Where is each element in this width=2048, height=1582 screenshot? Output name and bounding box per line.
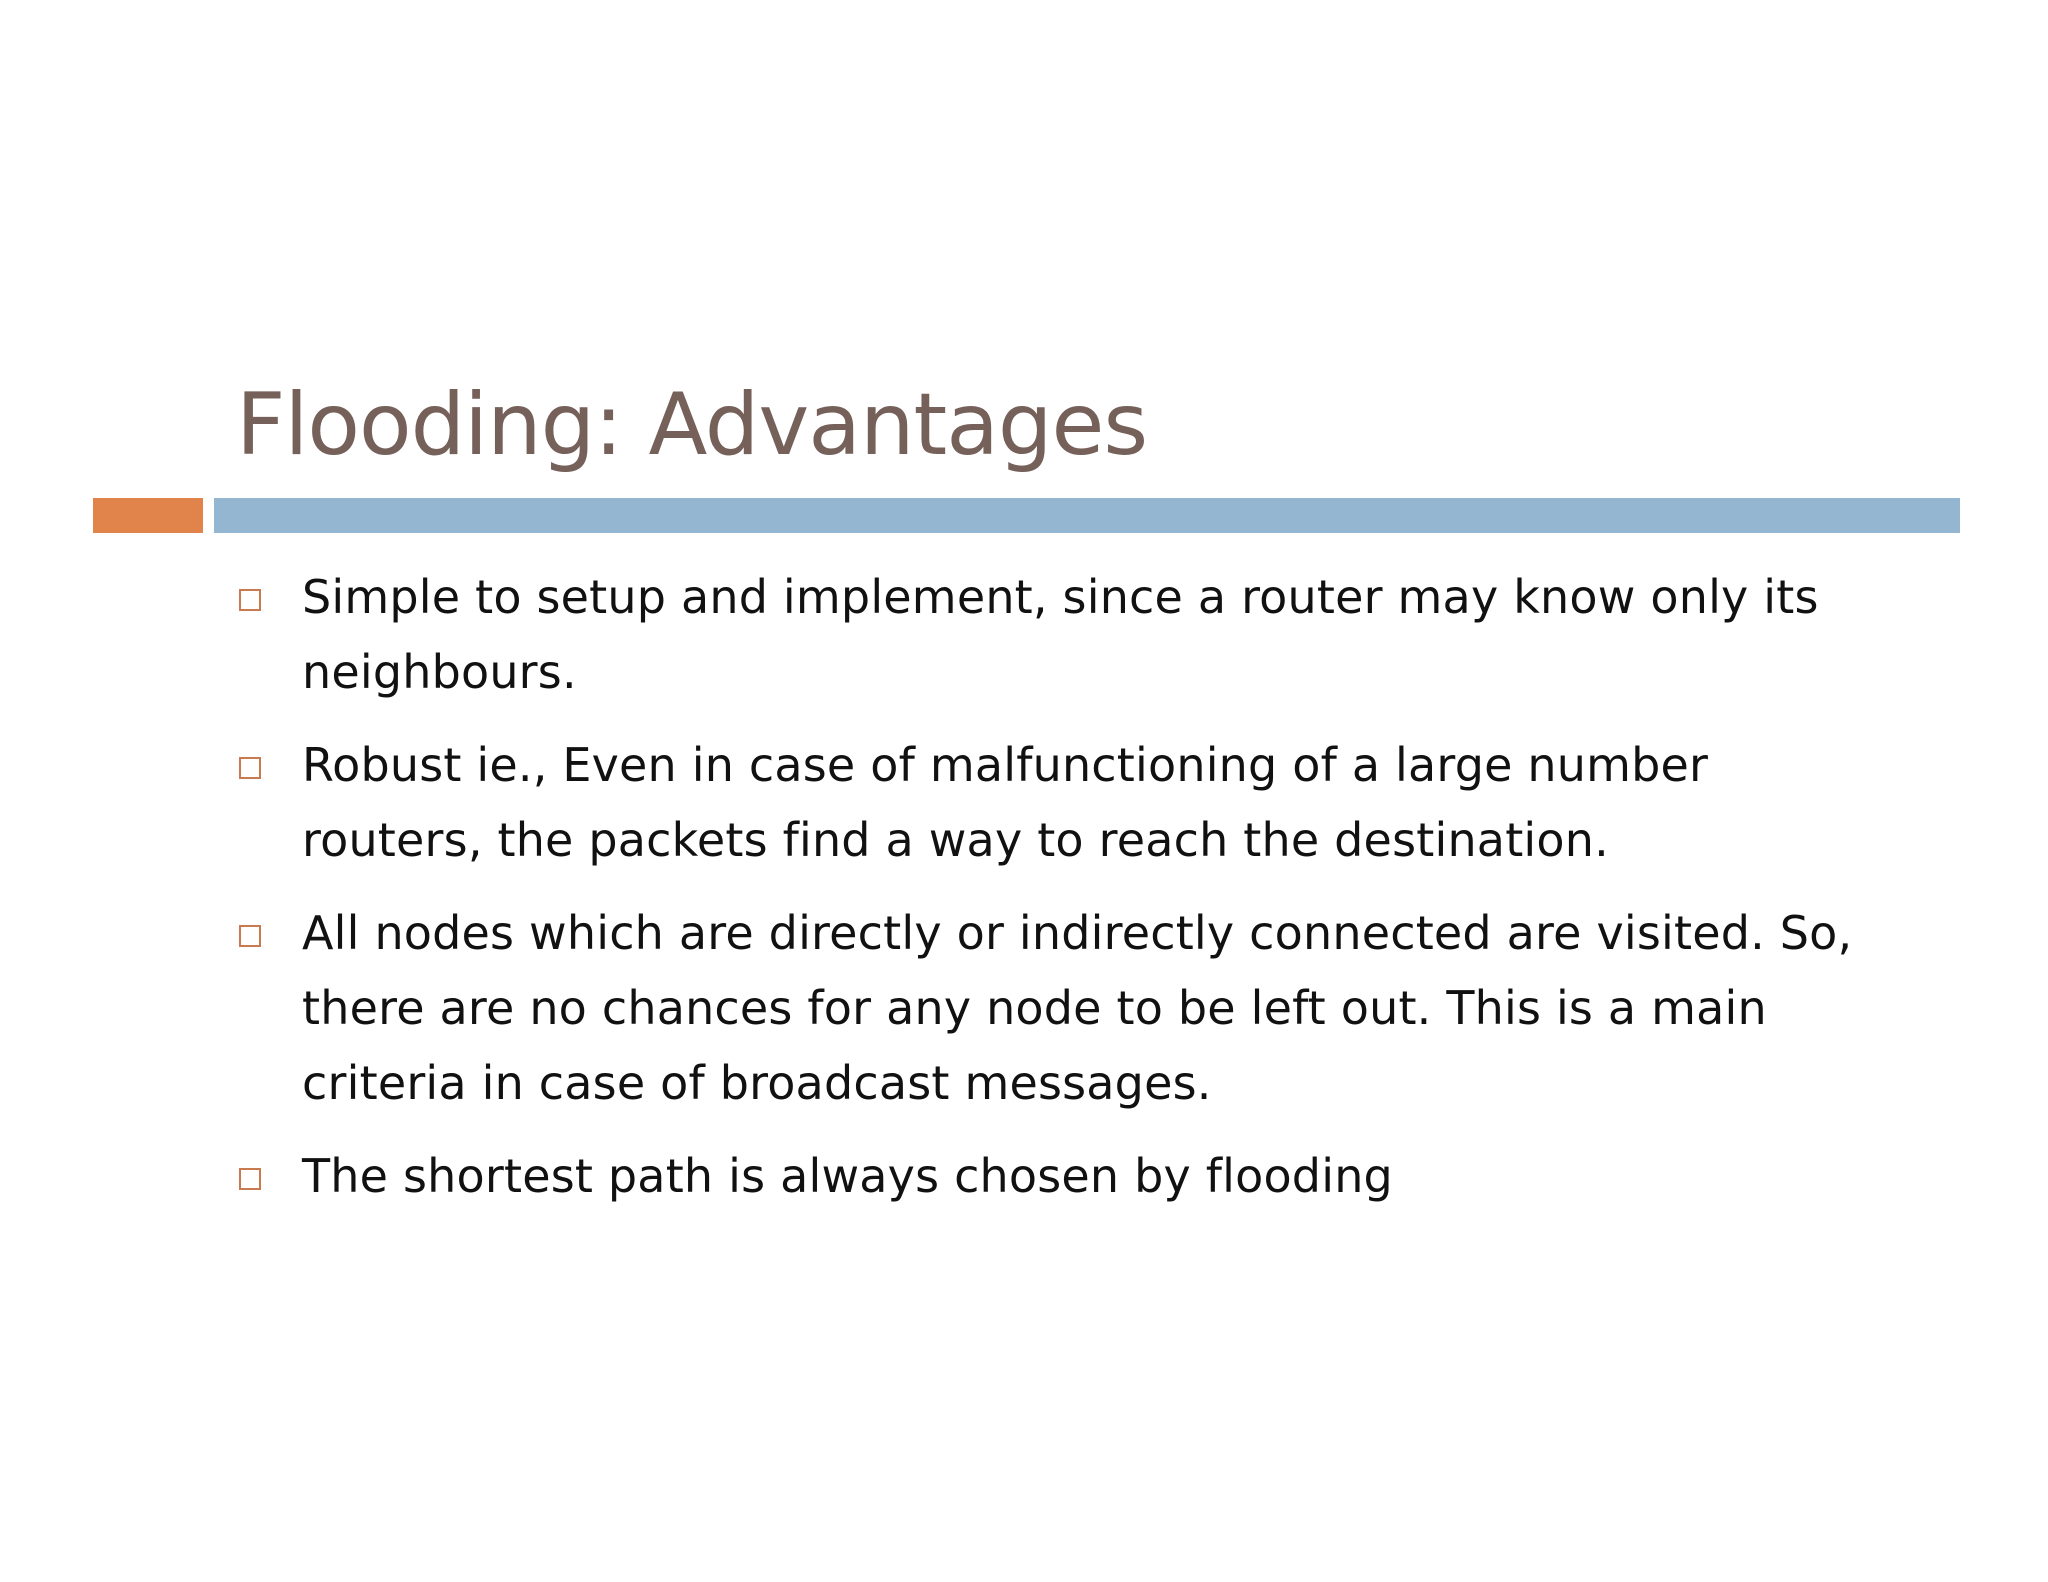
bullet-list <box>236 560 1876 1232</box>
bullet-text: Simple to setup and implement, since a router may know only its neighbours. <box>302 570 1819 699</box>
slide-title: Flooding: Advantages <box>236 375 1148 475</box>
bullet-text: All nodes which are directly or indirectly connected are visited. So, there are no chances for any node to be left out. This is a main criteria in case of broadcast messages. <box>302 906 1853 1110</box>
bullet-item <box>236 896 1876 1121</box>
square-outline-icon <box>239 925 261 947</box>
bullet-text: Robust ie., Even in case of malfunctioning of a large number routers, the packets find a way to reach the destination. <box>302 738 1709 867</box>
square-outline-icon <box>239 589 261 611</box>
title-accent-bar-orange <box>93 498 203 533</box>
bullet-text: The shortest path is always chosen by flooding <box>302 1149 1393 1203</box>
bullet-item <box>236 560 1876 710</box>
square-outline-icon <box>239 757 261 779</box>
bullet-item <box>236 1139 1876 1214</box>
square-outline-icon <box>239 1168 261 1190</box>
title-accent-bar-blue <box>214 498 1960 533</box>
bullet-item <box>236 728 1876 878</box>
